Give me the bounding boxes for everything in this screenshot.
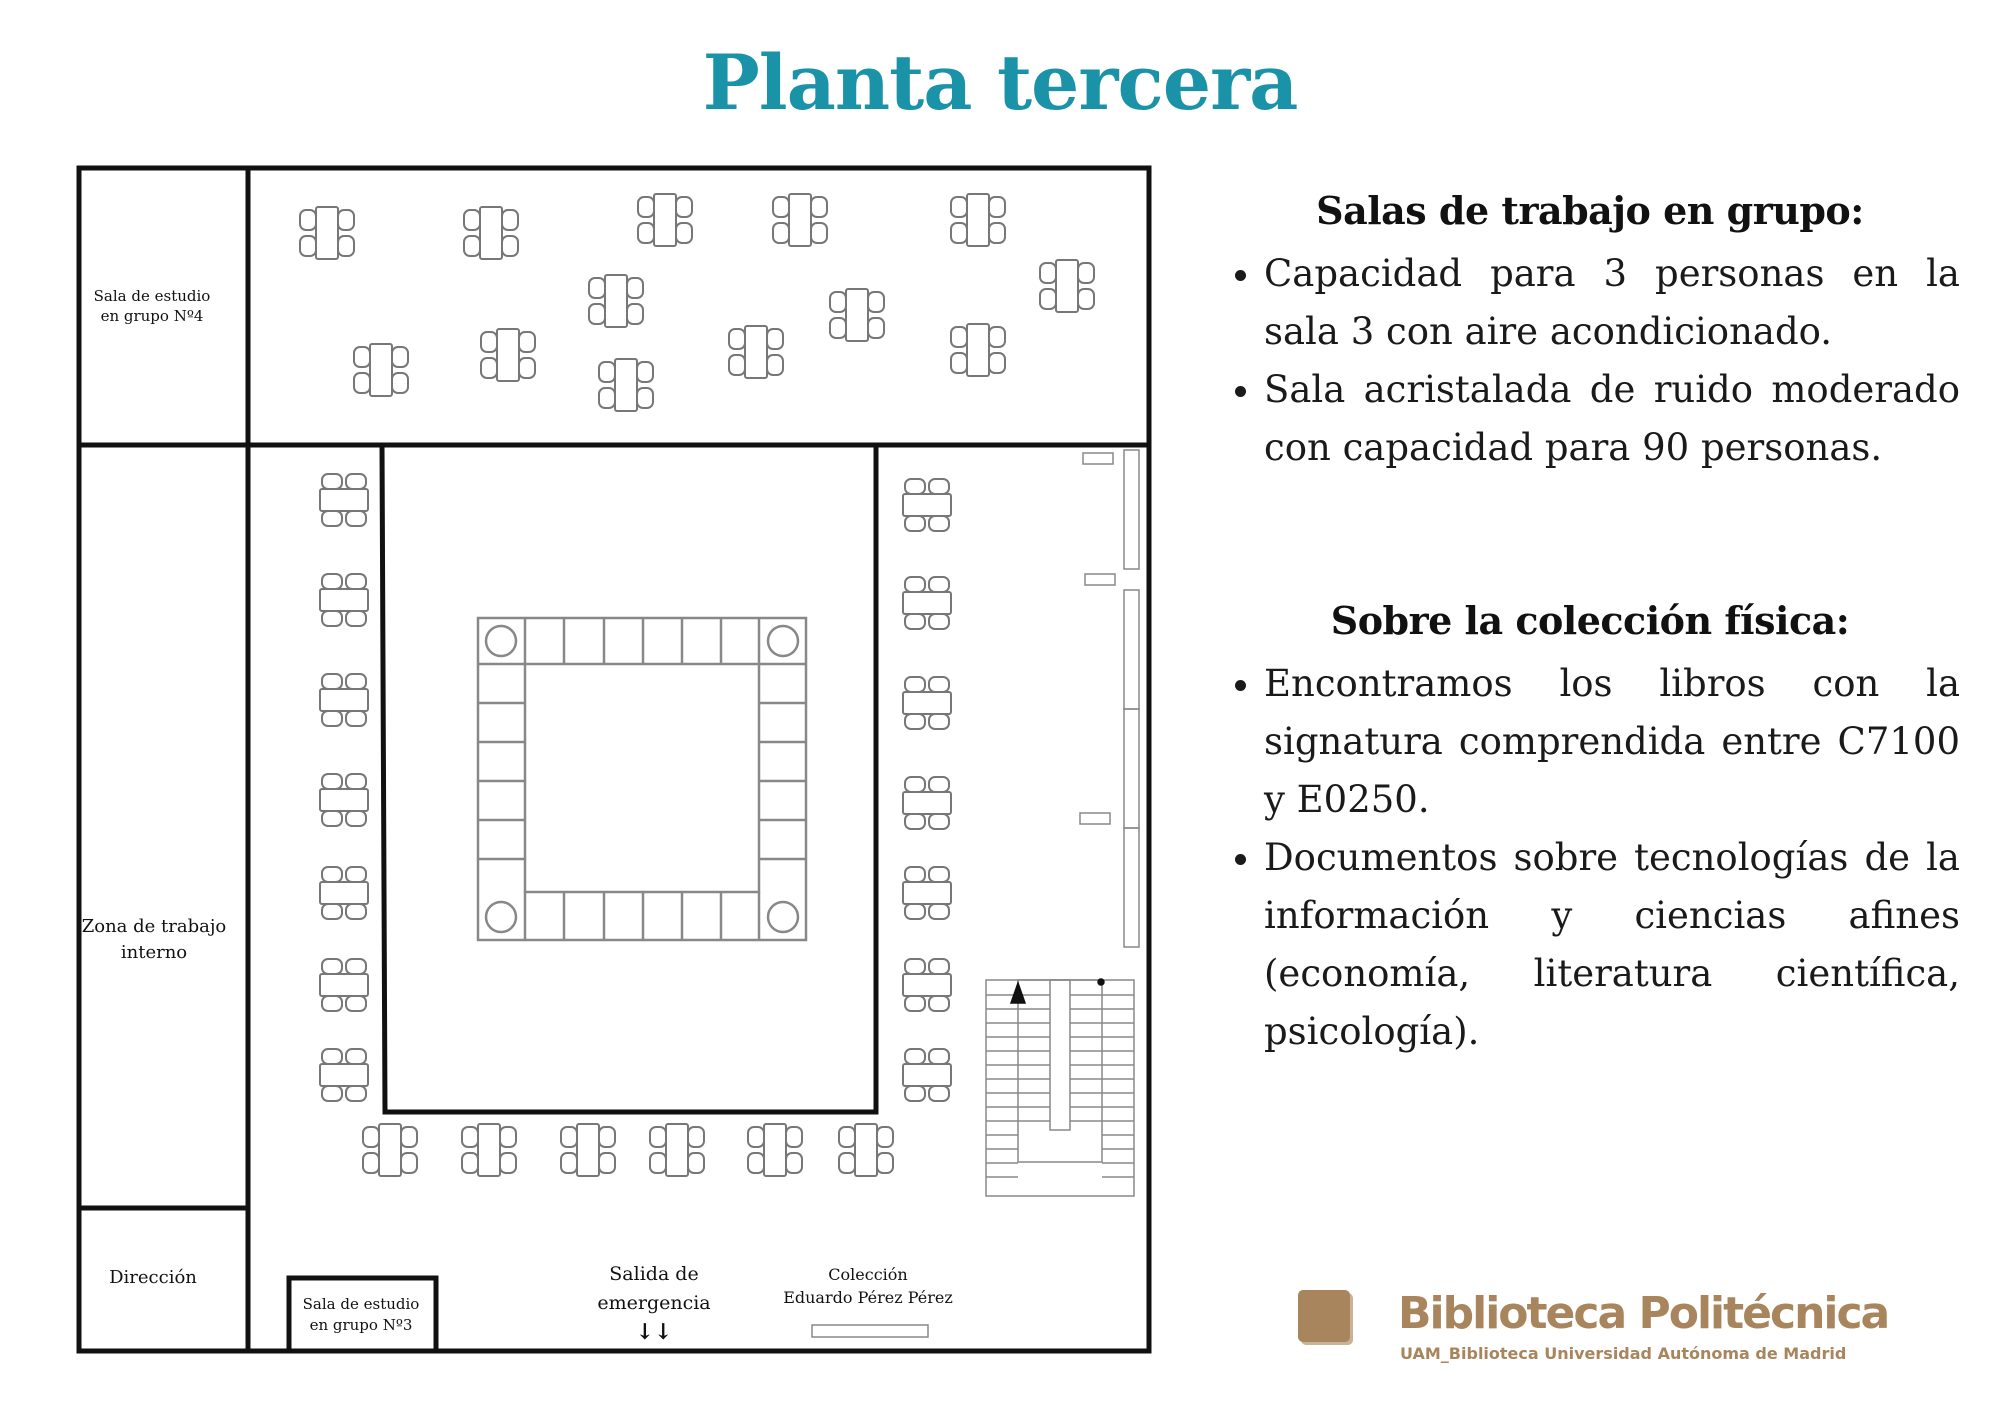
coleccion-label-line2: Eduardo Pérez Pérez <box>783 1288 953 1307</box>
logo-name: Biblioteca Politécnica <box>1398 1288 1889 1339</box>
info-collection <box>1220 598 1960 1061</box>
sala4-label-line2: en grupo Nº4 <box>100 307 204 325</box>
study-desk <box>650 1124 704 1176</box>
staircase <box>986 979 1134 1196</box>
study-desk <box>320 959 368 1011</box>
group-rooms-list <box>1220 245 1960 477</box>
study-desk <box>903 777 951 829</box>
study-desk <box>1040 260 1094 312</box>
study-desk <box>320 867 368 919</box>
salida-label-line1: Salida de <box>609 1263 699 1285</box>
study-desk <box>320 674 368 726</box>
salida-label-line2: emergencia <box>597 1292 711 1314</box>
central-table-ring <box>478 618 806 940</box>
study-desk <box>903 479 951 531</box>
study-desk <box>903 867 951 919</box>
library-logo[interactable] <box>1298 1288 1889 1368</box>
logo-mark-icon <box>1298 1290 1350 1342</box>
direccion-label: Dirección <box>109 1267 197 1288</box>
collection-list <box>1220 655 1960 1061</box>
study-desk <box>729 326 783 378</box>
ring-column <box>486 902 516 932</box>
study-desk <box>951 324 1005 376</box>
study-desk <box>561 1124 615 1176</box>
logo-subtitle: UAM_Biblioteca Universidad Autónoma de Madrid <box>1400 1344 1847 1363</box>
study-desk <box>320 574 368 626</box>
study-desk <box>363 1124 417 1176</box>
study-desk <box>951 194 1005 246</box>
study-desk <box>300 207 354 259</box>
info-group-rooms <box>1220 188 1960 477</box>
stair-end-dot <box>1098 979 1104 985</box>
study-desk <box>830 289 884 341</box>
ring-column <box>768 902 798 932</box>
study-desk <box>354 344 408 396</box>
ring-column <box>486 626 516 656</box>
stair-up-arrow <box>1011 983 1025 1003</box>
coleccion-label-line1: Colección <box>828 1265 908 1284</box>
interno-label-line1: Zona de trabajo <box>81 916 227 937</box>
study-desk <box>748 1124 802 1176</box>
shelving <box>812 450 1139 1337</box>
study-desk <box>481 329 535 381</box>
study-desk <box>464 207 518 259</box>
sala3-label-line1: Sala de estudio <box>302 1295 420 1313</box>
study-desk <box>462 1124 516 1176</box>
shelf-label <box>1083 453 1113 464</box>
page-title: Planta tercera <box>702 38 1298 127</box>
sala3-label-line2: en grupo Nº3 <box>309 1316 413 1334</box>
study-desk <box>903 677 951 729</box>
list-item: • Sala acristalada de ruido moderado con capacidad para 90 personas. <box>1264 361 1960 477</box>
study-desk <box>320 774 368 826</box>
interno-label-line2: interno <box>120 942 188 963</box>
study-desk <box>599 359 653 411</box>
ring-column <box>768 626 798 656</box>
list-item: • Encontramos los libros con la signatura comprendida entre C7100 y E0250. <box>1264 655 1960 829</box>
shelf-label <box>1080 813 1110 824</box>
sala3-room <box>289 1278 436 1351</box>
list-item: • Capacidad para 3 personas en la sala 3 con aire acondicionado. <box>1264 245 1960 361</box>
collection-heading: Sobre la colección física: <box>1330 598 1850 643</box>
study-desk <box>589 275 643 327</box>
study-desk <box>320 474 368 526</box>
study-desk <box>773 194 827 246</box>
study-desk <box>903 1049 951 1101</box>
study-desk <box>903 959 951 1011</box>
group-rooms-heading: Salas de trabajo en grupo: <box>1316 188 1864 233</box>
study-desk <box>839 1124 893 1176</box>
study-desk <box>638 194 692 246</box>
stair-treads <box>986 995 1134 1177</box>
coleccion-shelf <box>812 1325 928 1337</box>
list-item: • Documentos sobre tecnologías de la información y ciencias afines (economía, literatura científica, psicología). <box>1264 829 1960 1061</box>
emergency-arrows: ↓↓ <box>635 1319 673 1345</box>
study-desk <box>320 1049 368 1101</box>
study-desk <box>903 577 951 629</box>
sala4-label-line1: Sala de estudio <box>93 287 211 305</box>
shelf-label <box>1085 574 1115 585</box>
central-patio-wall <box>382 445 876 1112</box>
furniture <box>300 194 1094 1176</box>
